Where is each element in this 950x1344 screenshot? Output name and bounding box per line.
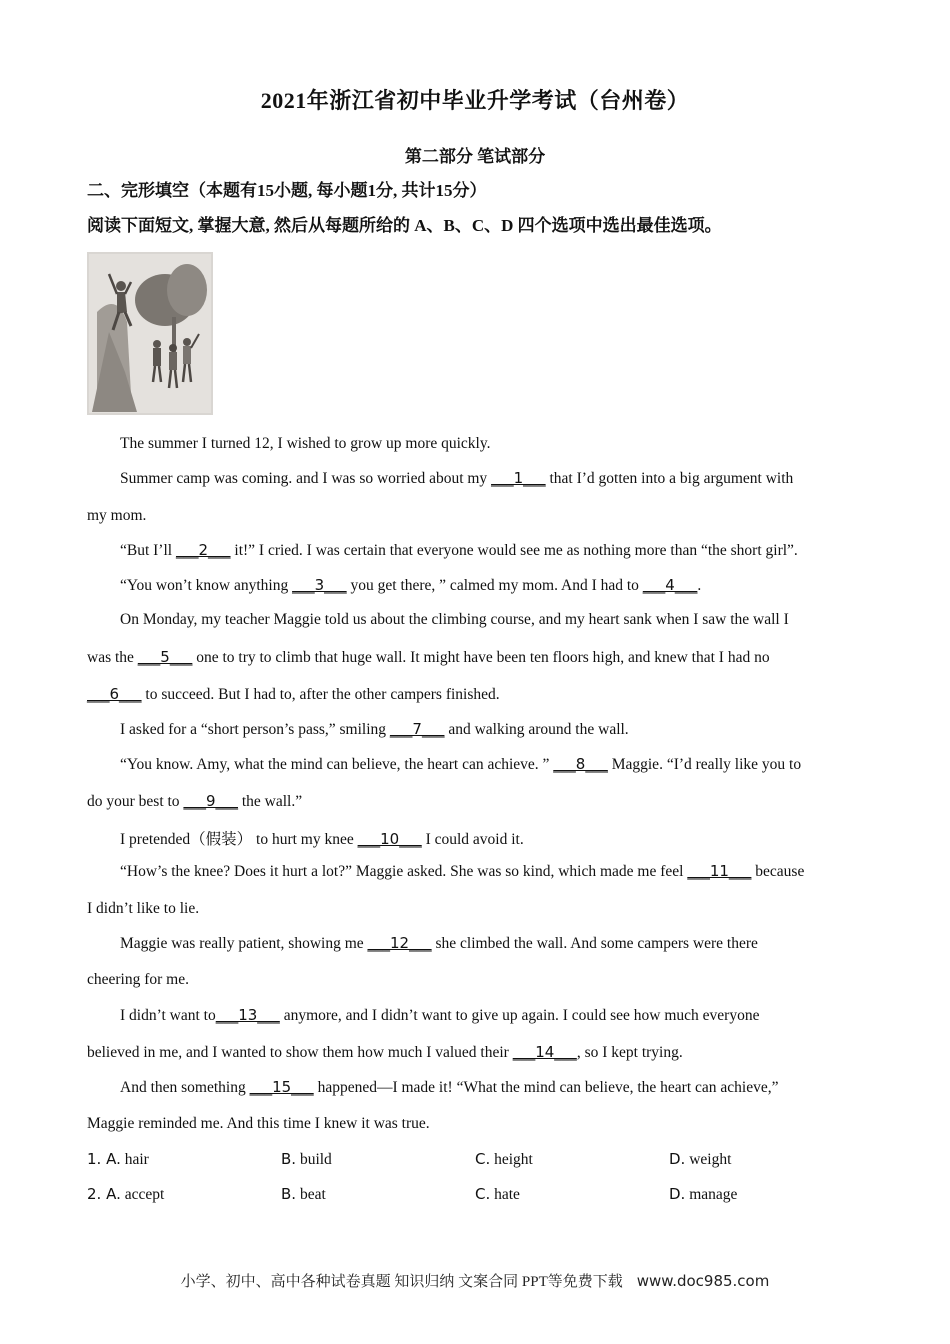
blank-3: ___3___ [292,576,347,594]
passage-paragraph: Summer camp was coming. and I was so worried about my ___1___ that I’d gotten into a big argument with [120,469,794,487]
passage-line: ___6___ to succeed. But I had to, after the other campers finished. [87,685,500,703]
blank-2: ___2___ [175,541,231,559]
passage-paragraph: “You won’t know anything ___3___ you get there, ” calmed my mom. And I had to ___4___. [120,576,702,594]
blank-12: ___12___ [367,934,432,952]
blank-13: ___13___ [215,1006,280,1024]
option-c[interactable]: C. height [475,1150,533,1168]
blank-9: ___9___ [183,792,238,810]
passage-line: do your best to ___9___ the wall.” [87,792,303,810]
option-d[interactable]: D. manage [669,1185,738,1203]
passage-line: I didn’t like to lie. [87,900,200,917]
option-a[interactable]: 2. A. accept [87,1185,165,1203]
passage-paragraph: The summer I turned 12, I wished to grow up more quickly. [120,435,491,452]
blank-6: ___6___ [87,685,142,703]
instruction-text: 阅读下面短文, 掌握大意, 然后从每题所给的 A、B、C、D 四个选项中选出最佳选项。 [87,216,722,235]
passage-paragraph: “You know. Amy, what the mind can believe, the heart can achieve. ” ___8___ Maggie. “I’d really like you to [120,755,802,773]
passage-line: was the ___5___ one to try to climb that huge wall. It might have been ten floors high, and knew that I had no [87,648,770,666]
passage-line: Maggie reminded me. And this time I knew it was true. [87,1115,430,1132]
option-a[interactable]: 1. A. hair [87,1150,149,1168]
passage-paragraph: I pretended（假装） to hurt my knee ___10___ I could avoid it. [120,830,524,848]
question-row [87,1185,887,1207]
climbing-illustration [87,252,213,415]
blank-15: ___15___ [249,1078,314,1096]
passage-line: my mom. [87,507,147,524]
blank-10: ___10___ [357,830,422,848]
blank-1: ___1___ [491,469,546,487]
exam-title: 2021年浙江省初中毕业升学考试（台州卷） [260,88,690,113]
option-b[interactable]: B. beat [281,1185,326,1203]
passage-line: cheering for me. [87,971,189,988]
question-row [87,1150,887,1172]
blank-14: ___14___ [512,1043,577,1061]
section-heading: 二、完形填空（本题有15小题, 每小题1分, 共计15分） [87,181,487,200]
option-d[interactable]: D. weight [669,1150,732,1168]
blank-8: ___8___ [553,755,608,773]
blank-5: ___5___ [137,648,193,666]
passage-line: believed in me, and I wanted to show them how much I valued their ___14___, so I kept trying. [87,1043,683,1061]
passage-paragraph: On Monday, my teacher Maggie told us about the climbing course, and my heart sank when I saw the wall I [120,611,789,628]
passage-paragraph: “But I’ll ___2___ it!” I cried. I was certain that everyone would see me as nothing more than “the short girl”. [120,541,798,559]
blank-4: ___4___ [642,576,698,594]
option-b[interactable]: B. build [281,1150,332,1168]
page-footer [0,1270,950,1291]
footer-text: 小学、初中、高中各种试卷真题 知识归纳 文案合同 PPT等免费下载 [180,1274,623,1290]
passage-paragraph: I asked for a “short person’s pass,” smiling ___7___ and walking around the wall. [120,720,629,738]
part-subtitle: 第二部分 笔试部分 [404,147,546,166]
footer-link[interactable]: www.doc985.com [636,1272,770,1290]
blank-7: ___7___ [389,720,445,738]
option-c[interactable]: C. hate [475,1185,520,1203]
passage-paragraph: “How’s the knee? Does it hurt a lot?” Maggie asked. She was so kind, which made me feel ___11___ because [120,862,805,880]
passage-paragraph: Maggie was really patient, showing me ___12___ she climbed the wall. And some campers were there [120,934,758,952]
blank-11: ___11___ [687,862,752,880]
passage-paragraph: And then something ___15___ happened—I made it! “What the mind can believe, the heart can achieve,” [120,1078,779,1096]
passage-paragraph: I didn’t want to___13___ anymore, and I didn’t want to give up again. I could see how much everyone [120,1006,760,1024]
